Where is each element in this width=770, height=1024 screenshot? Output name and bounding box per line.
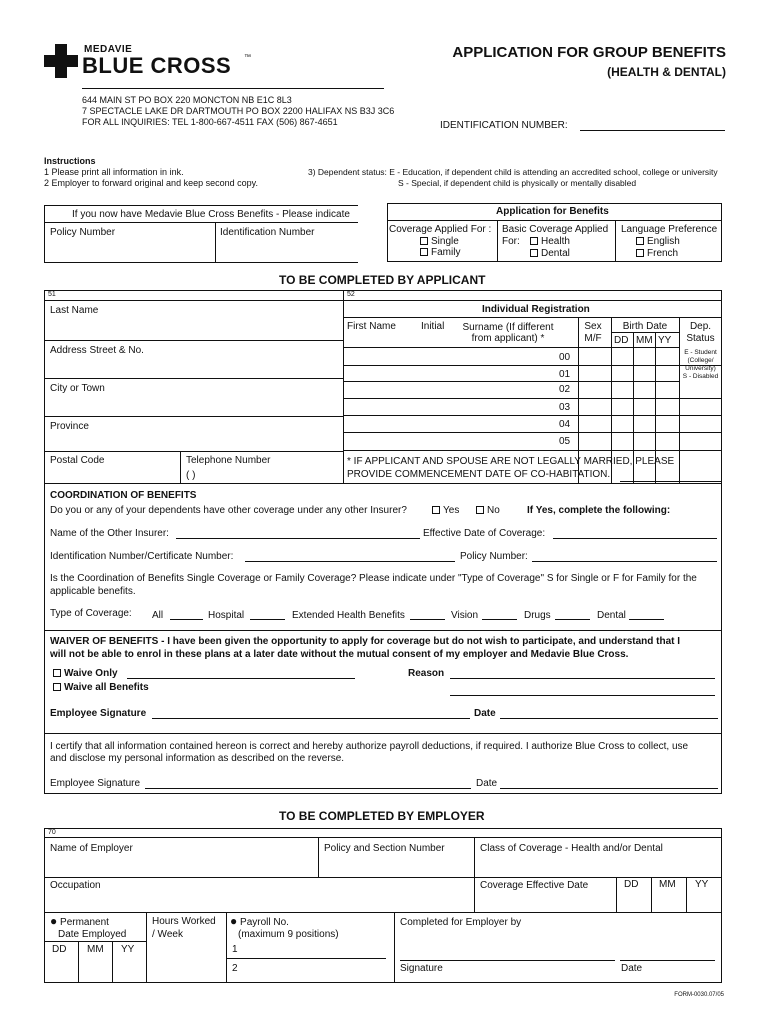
- waiver-date-field[interactable]: [500, 718, 718, 719]
- certify-signature-label: Employee Signature: [50, 778, 141, 789]
- existing-benefits-heading: If you now have Medavie Blue Cross Benefits - Please indicate: [72, 209, 350, 220]
- policy-number-label: Policy Number: [50, 227, 116, 238]
- waive-all-option[interactable]: Waive all Benefits: [53, 682, 149, 693]
- logo-blue-cross: BLUE CROSS: [82, 53, 232, 78]
- status-note-2: (College/: [687, 357, 714, 364]
- single-option[interactable]: Single: [420, 236, 459, 247]
- reason-field[interactable]: [450, 678, 715, 679]
- dep-status-header-2: Status: [686, 333, 715, 344]
- bullet-icon: ●: [50, 914, 58, 928]
- effective-dd-label: DD: [624, 879, 639, 890]
- birth-dd-header: DD: [614, 335, 629, 346]
- french-checkbox[interactable]: [636, 249, 644, 257]
- last-name-label: Last Name: [50, 305, 99, 316]
- address-line-2: 7 SPECTACLE LAKE DR DARTMOUTH PO BOX 2200 HALIFAX NS B3J 3C6: [82, 106, 395, 116]
- code-51: 51: [48, 291, 56, 298]
- address-line-1: 644 MAIN ST PO BOX 220 MONCTON NB E1C 8L3: [82, 95, 292, 105]
- form-title: APPLICATION FOR GROUP BENEFITS: [452, 44, 726, 61]
- status-note-4: S - Disabled: [682, 373, 719, 380]
- employer-signature-label: Signature: [400, 963, 443, 974]
- coordination-yes-checkbox[interactable]: [432, 506, 440, 514]
- instruction-2: 2 Employer to forward original and keep second copy.: [44, 178, 258, 188]
- code-70: 70: [48, 829, 56, 836]
- hours-week-label: / Week: [152, 929, 183, 940]
- surname-header-2: from applicant) *: [471, 333, 545, 344]
- english-checkbox[interactable]: [636, 237, 644, 245]
- dental-checkbox[interactable]: [530, 249, 538, 257]
- certify-signature-field[interactable]: [145, 788, 471, 789]
- type-dental-field[interactable]: [629, 619, 664, 620]
- payroll-line-1: 1: [232, 944, 238, 955]
- employer-section-heading: TO BE COMPLETED BY EMPLOYER: [279, 809, 485, 823]
- other-insurer-field[interactable]: [176, 538, 420, 539]
- health-checkbox[interactable]: [530, 237, 538, 245]
- reason-field-2[interactable]: [450, 695, 715, 696]
- coordination-yes-option[interactable]: Yes: [432, 505, 459, 516]
- family-checkbox[interactable]: [420, 248, 428, 256]
- dependent-row-03: 03: [559, 402, 571, 413]
- sex-header-1: Sex: [584, 321, 602, 332]
- individual-registration-heading: Individual Registration: [482, 304, 590, 315]
- occupation-label: Occupation: [50, 880, 101, 891]
- completed-for-employer-label: Completed for Employer by: [400, 917, 522, 928]
- dental-option[interactable]: Dental: [530, 248, 570, 259]
- birth-yy-header: YY: [658, 335, 672, 346]
- surname-header-1: Surname (If different: [462, 322, 554, 333]
- employed-yy-label: YY: [121, 944, 135, 955]
- form-code: FORM-0030.07/05: [674, 992, 724, 998]
- type-all-field[interactable]: [170, 619, 203, 620]
- payroll-line-2: 2: [232, 963, 238, 974]
- applicant-section-heading: TO BE COMPLETED BY APPLICANT: [279, 273, 486, 287]
- address-street-label: Address Street & No.: [50, 345, 144, 356]
- effective-date-field[interactable]: [553, 538, 717, 539]
- type-of-coverage-label: Type of Coverage:: [50, 608, 132, 619]
- dependent-row-02: 02: [559, 384, 571, 395]
- english-option[interactable]: English: [636, 236, 680, 247]
- employer-signature-field[interactable]: [400, 960, 615, 961]
- coverage-applied-for-label: Coverage Applied For :: [389, 224, 492, 235]
- instructions-title: Instructions: [44, 156, 96, 166]
- initial-header: Initial: [421, 321, 445, 332]
- waiver-signature-label: Employee Signature: [50, 708, 147, 719]
- class-of-coverage-label: Class of Coverage - Health and/or Dental: [480, 843, 663, 854]
- coordination-no-checkbox[interactable]: [476, 506, 484, 514]
- basic-coverage-for-label: For:: [502, 236, 520, 247]
- type-vision-label: Vision: [451, 610, 479, 621]
- effective-date-label: Effective Date of Coverage:: [423, 528, 546, 539]
- health-option[interactable]: Health: [530, 236, 570, 247]
- family-option[interactable]: Family: [420, 247, 460, 258]
- bullet-icon: ●: [230, 914, 238, 928]
- effective-yy-label: YY: [695, 879, 709, 890]
- effective-mm-label: MM: [659, 879, 676, 890]
- type-hospital-field[interactable]: [250, 619, 285, 620]
- cross-logo-icon: [44, 44, 78, 78]
- if-yes-instruction: If Yes, complete the following:: [527, 505, 671, 516]
- payroll-field-1[interactable]: [226, 958, 386, 959]
- single-checkbox[interactable]: [420, 237, 428, 245]
- id-certificate-field[interactable]: [245, 561, 455, 562]
- employer-name-label: Name of Employer: [50, 843, 133, 854]
- basic-coverage-label: Basic Coverage Applied: [502, 224, 609, 235]
- type-ehb-label: Extended Health Benefits: [292, 610, 405, 621]
- coverage-effective-date-label: Coverage Effective Date: [480, 880, 589, 891]
- first-name-header: First Name: [347, 321, 396, 332]
- certify-text-1: I certify that all information contained hereon is correct and hereby authorize payroll deductions, if required. I authorize Blue Cross to collect, use: [50, 741, 689, 752]
- instruction-3b: S - Special, if dependent child is physically or mentally disabled: [398, 178, 637, 188]
- coverage-type-question-2: applicable benefits.: [50, 586, 136, 597]
- telephone-area-code[interactable]: ( ): [186, 470, 196, 481]
- date-employed-label: ● Permanent: [50, 914, 109, 928]
- dep-status-header-1: Dep.: [689, 321, 712, 332]
- dependent-row-05: 05: [559, 436, 571, 447]
- reason-label: Reason: [408, 668, 445, 679]
- type-drugs-label: Drugs: [524, 610, 551, 621]
- employed-mm-label: MM: [87, 944, 104, 955]
- identification-number-field[interactable]: [580, 130, 725, 131]
- province-label: Province: [50, 421, 89, 432]
- instruction-3: 3) Dependent status: E - Education, if dependent child is attending an accredited school, college or university: [308, 167, 718, 177]
- waiver-text-2: will not be able to enrol in these plans at a later date without the mutual consent of my employer and Medavie Blue Cross.: [50, 649, 629, 660]
- certify-date-label: Date: [476, 778, 498, 789]
- certify-date-field[interactable]: [500, 788, 718, 789]
- language-preference-label: Language Preference: [621, 224, 718, 235]
- logo: [44, 44, 264, 80]
- waiver-date-label: Date: [474, 708, 496, 719]
- logo-trademark: ™: [244, 54, 251, 61]
- policy-section-label: Policy and Section Number: [324, 843, 445, 854]
- form-subtitle: (HEALTH & DENTAL): [607, 65, 726, 79]
- type-dental-label: Dental: [597, 610, 626, 621]
- type-all-label: All: [152, 610, 164, 621]
- spouse-note-1: * IF APPLICANT AND SPOUSE ARE NOT LEGALLY MARRIED, PLEASE: [347, 456, 675, 467]
- employer-date-field[interactable]: [620, 960, 715, 961]
- type-ehb-field[interactable]: [410, 619, 445, 620]
- date-employed-label-2: Date Employed: [58, 929, 127, 940]
- waiver-signature-field[interactable]: [152, 718, 470, 719]
- waive-only-field[interactable]: [127, 678, 355, 679]
- id-certificate-label: Identification Number/Certificate Number:: [50, 551, 234, 562]
- certify-text-2: and disclose my personal information as described on the reverse.: [50, 753, 345, 764]
- coordination-question: Do you or any of your dependents have other coverage under any other Insurer?: [50, 505, 407, 516]
- dependent-row-00: 00: [559, 352, 571, 363]
- dependent-row-04: 04: [559, 419, 571, 430]
- coordination-no-option[interactable]: No: [476, 505, 500, 516]
- other-insurer-label: Name of the Other Insurer:: [50, 528, 169, 539]
- identification-number-label: IDENTIFICATION NUMBER:: [440, 120, 568, 131]
- employed-dd-label: DD: [52, 944, 67, 955]
- sex-header-2: M/F: [584, 333, 602, 344]
- postal-code-label: Postal Code: [50, 455, 105, 466]
- payroll-max-label: (maximum 9 positions): [238, 929, 339, 940]
- waive-all-checkbox[interactable]: [53, 683, 61, 691]
- birth-date-header: Birth Date: [622, 321, 668, 332]
- instruction-1: 1 Please print all information in ink.: [44, 167, 184, 177]
- coordination-policy-label: Policy Number:: [460, 551, 528, 562]
- birth-mm-header: MM: [636, 335, 653, 346]
- waive-only-option[interactable]: Waive Only: [53, 668, 118, 679]
- employer-date-label: Date: [621, 963, 643, 974]
- application-benefits-heading: Application for Benefits: [496, 206, 609, 217]
- code-52: 52: [347, 291, 355, 298]
- address-line-3: FOR ALL INQUIRIES: TEL 1-800-667-4511 FAX (506) 867-4651: [82, 117, 338, 127]
- type-vision-field[interactable]: [482, 619, 517, 620]
- telephone-label: Telephone Number: [186, 455, 271, 466]
- coordination-heading: COORDINATION OF BENEFITS: [50, 490, 197, 501]
- identification-number-existing-label: Identification Number: [220, 227, 315, 238]
- french-option[interactable]: French: [636, 248, 678, 259]
- dependent-row-01: 01: [559, 369, 571, 380]
- payroll-label: ● Payroll No.: [230, 914, 289, 928]
- type-hospital-label: Hospital: [208, 610, 245, 621]
- logo-medavie: MEDAVIE: [84, 44, 133, 55]
- waiver-text-1: WAIVER OF BENEFITS - I have been given the opportunity to apply for coverage but do not wish to participate, and understand that I: [50, 636, 681, 647]
- hours-worked-label: Hours Worked: [152, 916, 216, 927]
- spouse-note-2: PROVIDE COMMENCEMENT DATE OF CO-HABITATION.: [347, 469, 611, 480]
- coordination-policy-field[interactable]: [532, 561, 717, 562]
- type-drugs-field[interactable]: [555, 619, 590, 620]
- status-note-1: E - Student: [684, 349, 717, 356]
- status-note-3: University): [685, 365, 716, 372]
- city-label: City or Town: [50, 383, 105, 394]
- waive-only-checkbox[interactable]: [53, 669, 61, 677]
- coverage-type-question-1: Is the Coordination of Benefits Single Coverage or Family Coverage? Please indicate under "Type of Coverage" S for Single or F for Family for the: [50, 573, 697, 584]
